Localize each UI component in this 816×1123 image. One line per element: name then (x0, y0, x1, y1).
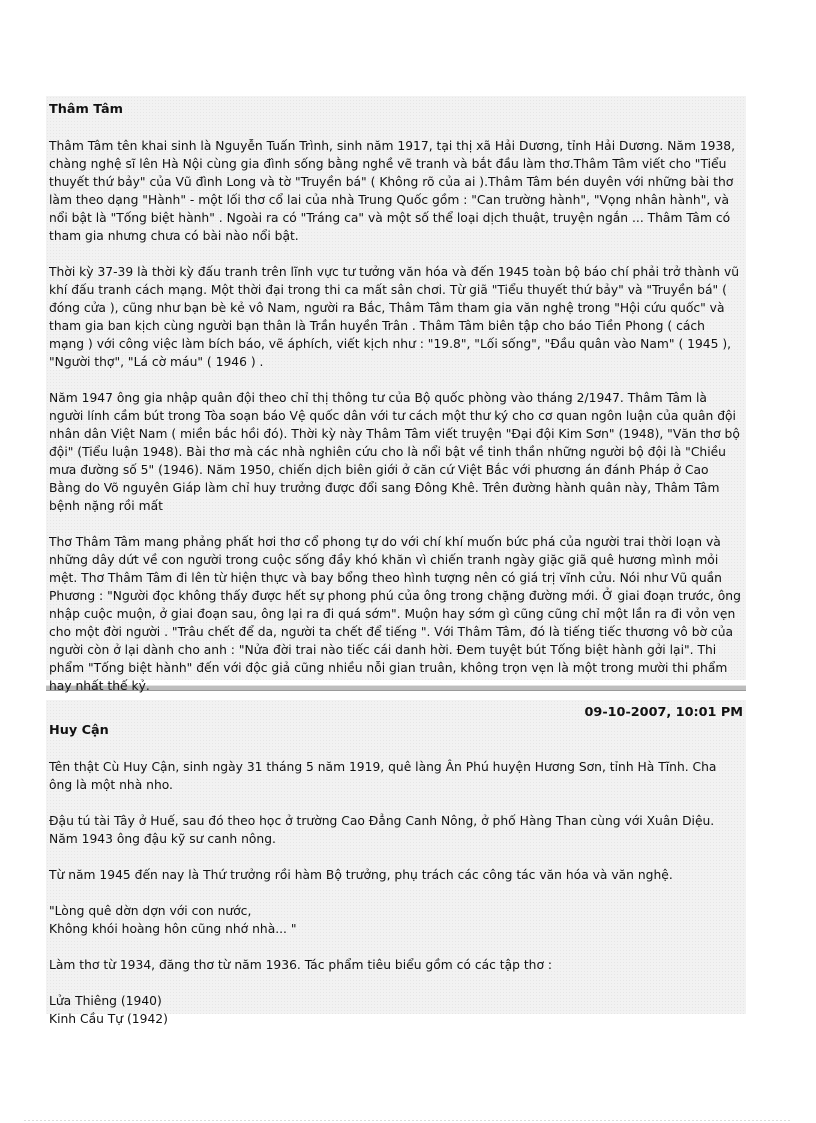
post-thamtam (49, 101, 743, 713)
paragraph: Tên thật Cù Huy Cận, sinh ngày 31 tháng 5 năm 1919, quê làng Ân Phú huyện Hương Sơn, tỉnh Hà Tĩnh. Cha ông là một nhà nho. (49, 760, 717, 792)
poem-line: Không khói hoàng hôn cũng nhớ nhà... " (49, 922, 297, 936)
works-intro: Làm thơ từ 1934, đăng thơ từ năm 1936. Tác phẩm tiêu biểu gồm có các tập thơ : (49, 958, 553, 972)
poem-quote (49, 902, 743, 938)
post-huycan (49, 704, 743, 1028)
paragraph: Năm 1947 ông gia nhập quân đội theo chỉ thị thông tư của Bộ quốc phòng vào tháng 2/1947. Thâm Tâm là người lính cầm bút trong Tòa soạn báo Vệ quốc dân với tư cách một thư ký cho cơ quan ngôn luận của quân đội nhân dân Việt Nam ( miền bắc hồi đó). Thời kỳ này Thâm Tâm viết truyện "Đại đội Kim Sơn" (1948), "Văn thơ bộ đội" (Tiểu luận 1948). Bài thơ mà các nhà nghiên cứu cho là nổi bật về tinh thần những người bộ đội là "Chiều mưa đường số 5" (1946). Năm 1950, chiến dịch biên giới ở căn cứ Việt Bắc với phương án đánh Pháp ở Cao Bằng do Võ nguyên Giáp làm chỉ huy trưởng được đổi sang Đông Khê. Trên đường hành quân này, Thâm Tâm bệnh nặng rồi mất (49, 391, 740, 513)
page-bottom-rule (24, 1120, 792, 1121)
paragraph: Thời kỳ 37-39 là thời kỳ đấu tranh trên lĩnh vực tư tưởng văn hóa và đến 1945 toàn bộ báo chí phải trở thành vũ khí đấu tranh cách mạng. Một thời đại trong thi ca mất sân chơi. Từ giã "Tiểu thuyết thứ bảy" và "Truyền bá" ( đóng cửa ), cũng như bạn bè kẻ vô Nam, người ra Bắc, Thâm Tâm tham gia văn nghệ trong "Hội cứu quốc" và tham gia ban kịch cùng người bạn thân là Trần huyền Trân . Thâm Tâm biên tập cho báo Tiền Phong ( cách mạng ) với công việc làm bích báo, vẽ áphích, viết kịch như : "19.8", "Lối sống", "Đầu quân vào Nam" ( 1945 ), "Người thợ", "Lá cờ máu" ( 1946 ) . (49, 265, 740, 369)
post-title: Thâm Tâm (49, 102, 123, 117)
paragraph: Thâm Tâm tên khai sinh là Nguyễn Tuấn Trình, sinh năm 1917, tại thị xã Hải Dương, tỉnh Hải Dương. Năm 1938, chàng nghệ sĩ lên Hà Nội cùng gia đình sống bằng nghề vẽ tranh và bắt đầu làm thơ.Thâm Tâm viết cho "Tiểu thuyết thứ bảy" của Vũ đình Long và tờ "Truyền bá" ( Không rõ của ai ).Thâm Tâm bén duyên với những bài thơ làm theo dạng "Hành" - một lối thơ cổ lai của nhà Trung Quốc gồm : "Can trường hành", "Vọng nhân hành", và nổi bật là "Tống biệt hành" . Ngoài ra có "Tráng ca" và một số thể loại dịch thuật, truyện ngắn ... Thâm Tâm có tham gia nhưng chưa có bài nào nổi bật. (49, 139, 736, 243)
work-item: Kinh Cầu Tự (1942) (49, 1012, 168, 1026)
paragraph: Từ năm 1945 đến nay là Thứ trưởng rồi hàm Bộ trưởng, phụ trách các công tác văn hóa và văn nghệ. (49, 868, 673, 882)
paragraph: Thơ Thâm Tâm mang phảng phất hơi thơ cổ phong tự do với chí khí muốn bức phá của người trai thời loạn và những dây dứt về con người trong cuộc sống đầy khó khăn vì chiến tranh ngày giặc giã quê hương mình mỏi mệt. Thơ Thâm Tâm đi lên từ hiện thực và bay bổng theo hình tượng nên có giá trị vĩnh cửu. Nói như Vũ quần Phương : "Người đọc không thấy được hết sự phong phú của ông trong chặng đường mới. Ở giai đoạn trước, ông nhập cuộc muộn, ở giai đoạn sau, ông lại ra đi quá sớm". Muộn hay sớm gì cũng cũng chỉ một lần ra đi vỏn vẹn cho một đời người . "Trâu chết để da, người ta chết để tiếng ". Với Thâm Tâm, đó là tiếng tiếc thương vô bờ của người còn ở lại dành cho anh : "Nửa đời trai nào tiếc cái danh hời. Đem tuyệt bút Tống biệt hành gởi lại". Thi phẩm "Tống biệt hành" đến với độc giả cũng nhiều nỗi gian truân, không trọn vẹn là một trong mười thi phẩm hay nhất thế kỷ. (49, 535, 741, 693)
works-list (49, 992, 743, 1028)
paragraph: Đậu tú tài Tây ở Huế, sau đó theo học ở trường Cao Đẳng Canh Nông, ở phố Hàng Than cùng với Xuân Diệu. Năm 1943 ông đậu kỹ sư canh nông. (49, 814, 715, 846)
poem-line: "Lòng quê dờn dợn với con nước, (49, 904, 252, 918)
post-timestamp: 09-10-2007, 10:01 PM (584, 705, 743, 720)
post-title: Huy Cận (49, 723, 109, 738)
work-item: Lửa Thiêng (1940) (49, 994, 162, 1008)
